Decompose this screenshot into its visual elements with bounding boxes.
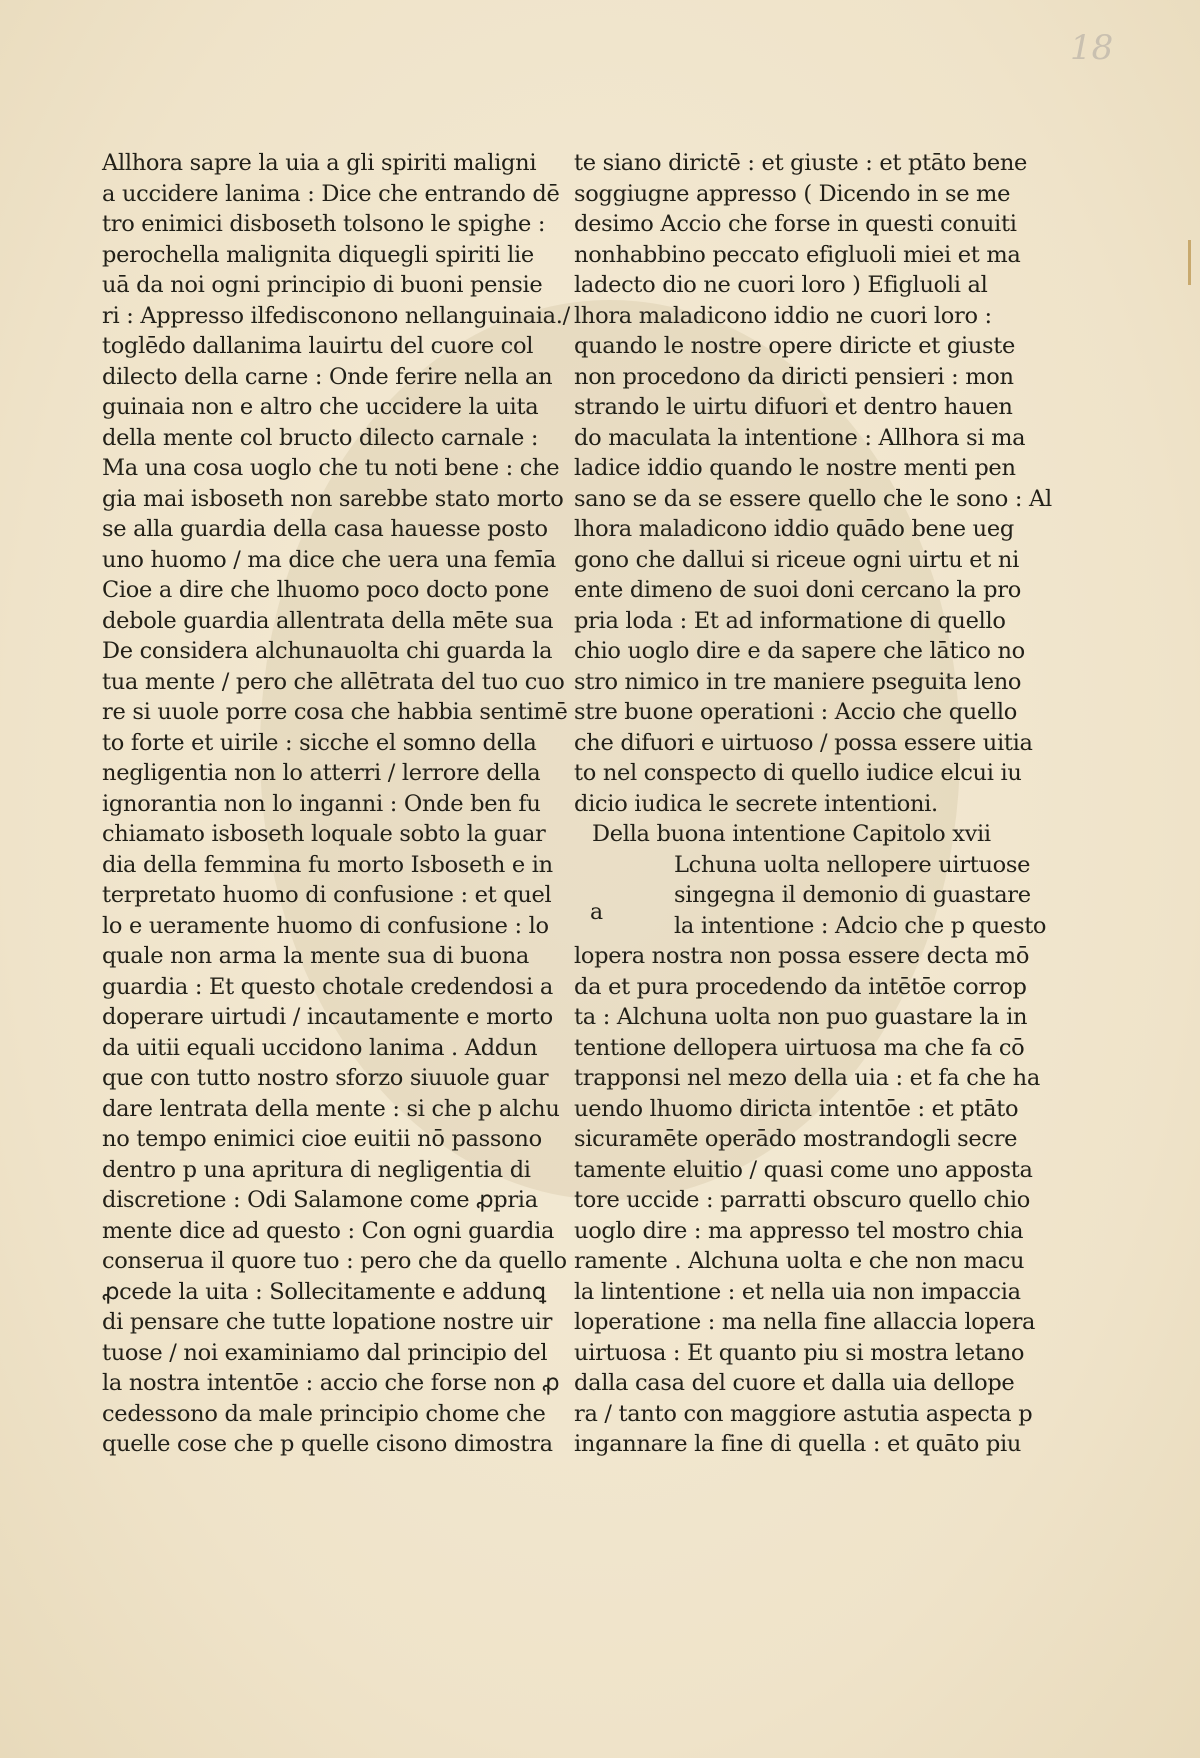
text-line: la intentione : Adcio che p questo [674,912,1047,939]
left-text-column [102,148,570,1460]
text-line: da uitii equali uccidono lanima . Addun [102,1034,538,1061]
text-line: dentro p una apritura di negligentia di [102,1156,531,1183]
text-line: trapponsi nel mezo della uia : et fa che ha [574,1065,1040,1091]
text-line: ramente . Alchuna uolta e che non macu [574,1248,1025,1274]
text-line: debole guardia allentrata della mēte sua [102,607,554,634]
folio-number: 18 [1070,28,1114,68]
text-line: quando le nostre opere diricte et giuste [574,333,1016,359]
text-line: Allhora sapre la uia a gli spiriti maligni [102,150,537,176]
text-line: uā da noi ogni principio di buoni pensie [102,272,543,298]
text-line: ri : Appresso ilfedisconono nellanguinaia./ [102,302,570,329]
text-line: tamente eluitio / quasi come uno apposta [574,1156,1033,1183]
text-line: De considera alchunauolta chi guarda la [102,638,553,664]
text-line: non procedono da diricti pensieri : mon [574,363,1014,390]
text-line: uendo lhuomo diricta intentōe : et ptāto [574,1095,1019,1122]
text-line: da et pura procedendo da intētōe corrop [574,973,1027,1000]
text-line: to nel conspecto di quello iudice elcui iu [574,760,1022,786]
text-line: della mente col bructo dilecto carnale : [102,424,539,451]
text-line: desimo Accio che forse in questi conuiti [574,211,1017,237]
text-line: no tempo enimici cioe euitii nō passono [102,1126,542,1152]
text-line: gono che dallui si riceue ogni uirtu et ni [574,546,1019,573]
text-line: uno huomo / ma dice che uera una femīa [102,546,556,573]
text-line: do maculata la intentione : Allhora si ma [574,424,1026,451]
text-line: Ma una cosa uoglo che tu noti bene : che [102,455,560,481]
text-line: ignorantia non lo inganni : Onde ben fu [102,790,541,817]
text-line: negligentia non lo atterri / lerrore della [102,760,541,786]
text-line: se alla guardia della casa hauesse posto [102,516,548,542]
text-line: lopera nostra non possa essere decta mō [574,943,1030,969]
text-line: dia della femmina fu morto Isboseth e in [102,851,553,878]
text-line: tore uccide : parratti obscuro quello chio [574,1187,1031,1213]
text-line: che difuori e uirtuoso / possa essere uitia [574,729,1033,756]
text-line: di pensare che tutte lopatione nostre uir [102,1309,553,1335]
text-line: perochella malignita diquegli spiriti lie [102,241,534,268]
text-line: que con tutto nostro sforzo siuuole guar [102,1065,549,1091]
text-line: te siano dirictē : et giuste : et ptāto bene [574,150,1028,176]
text-line: tua mente / pero che allētrata del tuo cuo [102,668,565,695]
page-edge-mark [1188,240,1191,285]
text-line: la nostra intentōe : accio che forse non ꝓ [102,1370,560,1396]
text-line: stro nimico in tre maniere pseguita leno [574,668,1022,695]
text-line: lhora maladicono iddio quādo bene ueg [574,516,1014,542]
text-line: dilecto della carne : Onde ferire nella an [102,363,553,390]
marginal-letter: a [590,900,604,925]
text-line: loperatione : ma nella fine allaccia lopera [574,1309,1036,1335]
text-line: strando le uirtu difuori et dentro hauen [574,394,1013,420]
text-line: tentione dellopera uirtuosa ma che fa cō [574,1034,1025,1061]
text-line: sano se da se essere quello che le sono : Al [574,485,1052,512]
text-line: soggiugne appresso ( Dicendo in se me [574,180,1011,207]
text-line: guardia : Et questo chotale credendosi a [102,973,553,1000]
text-line: to forte et uirile : sicche el somno della [102,729,537,756]
text-line: Della buona intentione Capitolo xvii [592,821,991,847]
text-line: ingannare la fine di quella : et quāto piu [574,1431,1022,1457]
text-line: mente dice ad questo : Con ogni guardia [102,1217,555,1244]
text-line: dare lentrata della mente : si che p alchu [102,1095,560,1122]
text-line: doperare uirtudi / incautamente e morto [102,1004,553,1030]
text-line: cedessono da male principio chome che [102,1400,546,1427]
text-line: toglēdo dallanima lauirtu del cuore col [102,333,534,359]
text-line: ladecto dio ne cuori loro ) Efigluoli al [574,272,988,298]
text-line: chiamato isboseth loquale sobto la guar [102,821,546,847]
text-line: la lintentione : et nella uia non impaccia [574,1278,1021,1305]
text-line: ra / tanto con maggiore astutia aspecta p [574,1400,1033,1427]
text-line: stre buone operationi : Accio che quello [574,699,1018,725]
text-line: quelle cose che p quelle cisono dimostra [102,1431,553,1457]
text-line: uirtuosa : Et quanto piu si mostra letano [574,1339,1025,1366]
text-line: ladice iddio quando le nostre menti pen [574,455,1016,481]
text-line: a uccidere lanima : Dice che entrando dē [102,180,560,207]
text-line: Lchuna uolta nellopere uirtuose [674,851,1031,878]
text-line: tuose / noi examiniamo dal principio del [102,1339,548,1366]
text-line: dicio iudica le secrete intentioni. [574,790,938,817]
text-line: ta : Alchuna uolta non puo guastare la in [574,1004,1028,1030]
text-line: guinaia non e altro che uccidere la uita [102,394,539,420]
text-line: singegna il demonio di guastare [674,882,1031,908]
text-line: pria loda : Et ad informatione di quello [574,607,1006,634]
text-line: ente dimeno de suoi doni cercano la pro [574,577,1021,603]
text-line: discretione : Odi Salamone come ꝓpria [102,1187,538,1213]
text-line: chio uoglo dire e da sapere che lātico no [574,638,1025,664]
text-line: re si uuole porre cosa che habbia sentimē [102,699,568,725]
text-line: nonhabbino peccato efigluoli miei et ma [574,241,1021,268]
text-line: sicuramēte operādo mostrandogli secre [574,1126,1018,1152]
text-line: tro enimici disboseth tolsono le spighe : [102,211,546,237]
text-line: Cioe a dire che lhuomo poco docto pone [102,577,550,603]
text-line: gia mai isboseth non sarebbe stato morto [102,485,564,512]
text-line: quale non arma la mente sua di buona [102,943,530,969]
text-line: conserua il quore tuo : pero che da quello [102,1248,567,1274]
text-line: ꝓcede la uita : Sollecitamente e addunꝗ [102,1278,546,1305]
text-line: lo e ueramente huomo di confusione : lo [102,912,549,939]
text-line: dalla casa del cuore et dalla uia dellope [574,1370,1015,1396]
text-line: terpretato huomo di confusione : et quel [102,882,552,908]
text-line: uoglo dire : ma appresso tel mostro chia [574,1217,1024,1244]
text-line: lhora maladicono iddio ne cuori loro : [574,302,992,329]
right-text-column [574,148,1052,1460]
